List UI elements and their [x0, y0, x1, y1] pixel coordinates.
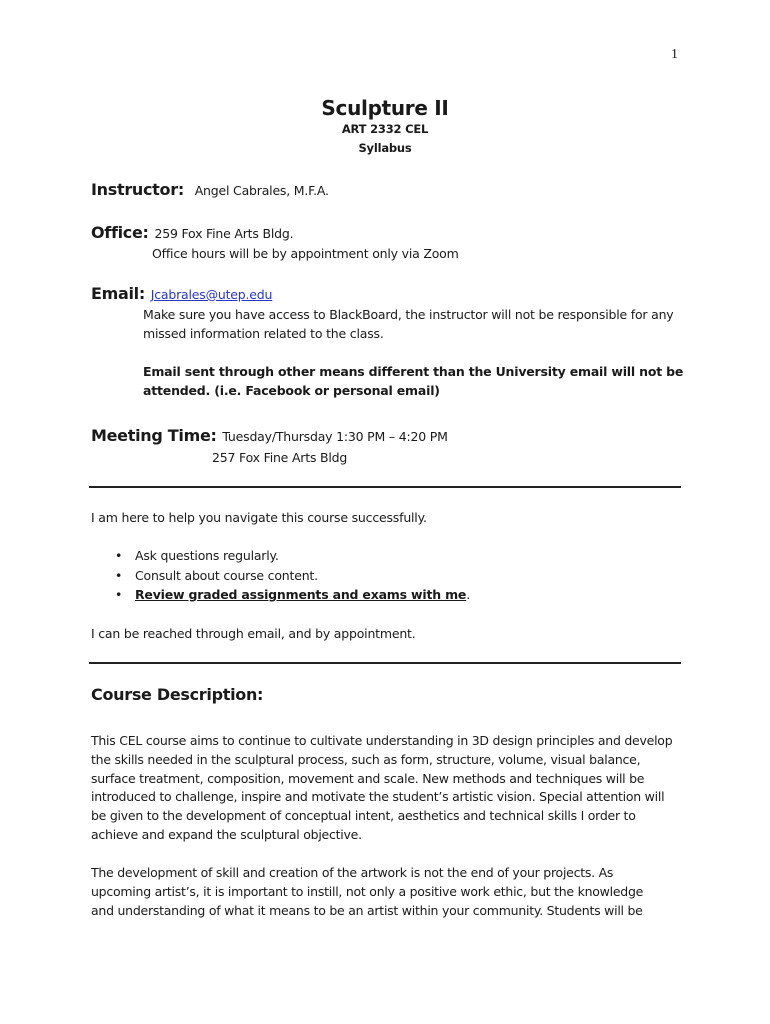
- list-item-text: Consult about course content.: [135, 567, 318, 583]
- document-type: Syllabus: [358, 141, 412, 155]
- email-label: Email:: [91, 284, 145, 303]
- meeting-location: 257 Fox Fine Arts Bldg: [212, 450, 348, 465]
- help-tips-list: [107, 546, 470, 605]
- course-description-heading: Course Description:: [91, 685, 264, 704]
- email-warning-line-2: attended. (i.e. Facebook or personal email): [143, 383, 440, 398]
- paragraph-line: The development of skill and creation of the artwork is not the end of your projects. As: [91, 865, 614, 880]
- list-item: [115, 585, 470, 605]
- meeting-schedule: Tuesday/Thursday 1:30 PM – 4:20 PM: [222, 429, 448, 444]
- paragraph-line: and understanding of what it means to be an artist within your community. Students will be: [91, 902, 643, 918]
- office-label: Office:: [91, 223, 149, 242]
- list-item-text: Review graded assignments and exams with me: [135, 587, 467, 602]
- email-warning-line-1: Email sent through other means different than the University email will not be: [143, 364, 684, 379]
- office-value: 259 Fox Fine Arts Bldg.: [154, 226, 294, 241]
- page-number: 1: [671, 47, 678, 62]
- bullet-icon: •: [115, 548, 123, 563]
- list-item-text: Ask questions regularly.: [135, 548, 279, 563]
- help-reach: I can be reached through email, and by appointment.: [91, 626, 416, 641]
- office-field: [91, 223, 293, 242]
- list-item: [115, 566, 470, 586]
- office-hours: Office hours will be by appointment only via Zoom: [152, 246, 459, 261]
- course-title: Sculpture II: [321, 96, 449, 120]
- paragraph-line: introduced to challenge, inspire and motivate the student’s artistic vision. Special attention will: [91, 789, 665, 805]
- divider: [89, 486, 681, 488]
- course-description-paragraph-2: [91, 864, 691, 920]
- paragraph-line: achieve and expand the sculptural objective.: [91, 826, 362, 842]
- email-note-line-1: Make sure you have access to BlackBoard, the instructor will not be responsible for any: [143, 307, 674, 322]
- paragraph-line: This CEL course aims to continue to cultivate understanding in 3D design principles and develop: [91, 733, 673, 748]
- help-intro: I am here to help you navigate this course successfully.: [91, 510, 427, 525]
- paragraph-line: upcoming artist’s, it is important to instill, not only a positive work ethic, but the knowledge: [91, 883, 644, 899]
- paragraph-line: surface treatment, composition, movement and scale. New methods and techniques will be: [91, 770, 645, 786]
- course-description-paragraph-1: [91, 732, 691, 845]
- paragraph-line: the skills needed in the sculptural process, such as form, structure, volume, visual balance,: [91, 751, 641, 767]
- instructor-value: Angel Cabrales, M.F.A.: [194, 183, 329, 198]
- list-item: [115, 546, 470, 566]
- bullet-icon: •: [115, 567, 123, 583]
- instructor-label: Instructor:: [91, 180, 184, 199]
- instructor-field: [91, 180, 329, 199]
- divider: [89, 662, 681, 664]
- bullet-icon: •: [115, 587, 123, 602]
- title-block: [0, 96, 770, 158]
- email-link[interactable]: Jcabrales@utep.edu: [150, 287, 273, 302]
- course-code: ART 2332 CEL: [341, 122, 429, 136]
- email-field: [91, 284, 272, 303]
- paragraph-line: be given to the development of conceptual intent, aesthetics and technical skills I order to: [91, 808, 636, 824]
- list-item-suffix: .: [466, 587, 470, 602]
- meeting-label: Meeting Time:: [91, 426, 217, 445]
- email-note-line-2: missed information related to the class.: [143, 326, 384, 341]
- meeting-field: [91, 426, 448, 445]
